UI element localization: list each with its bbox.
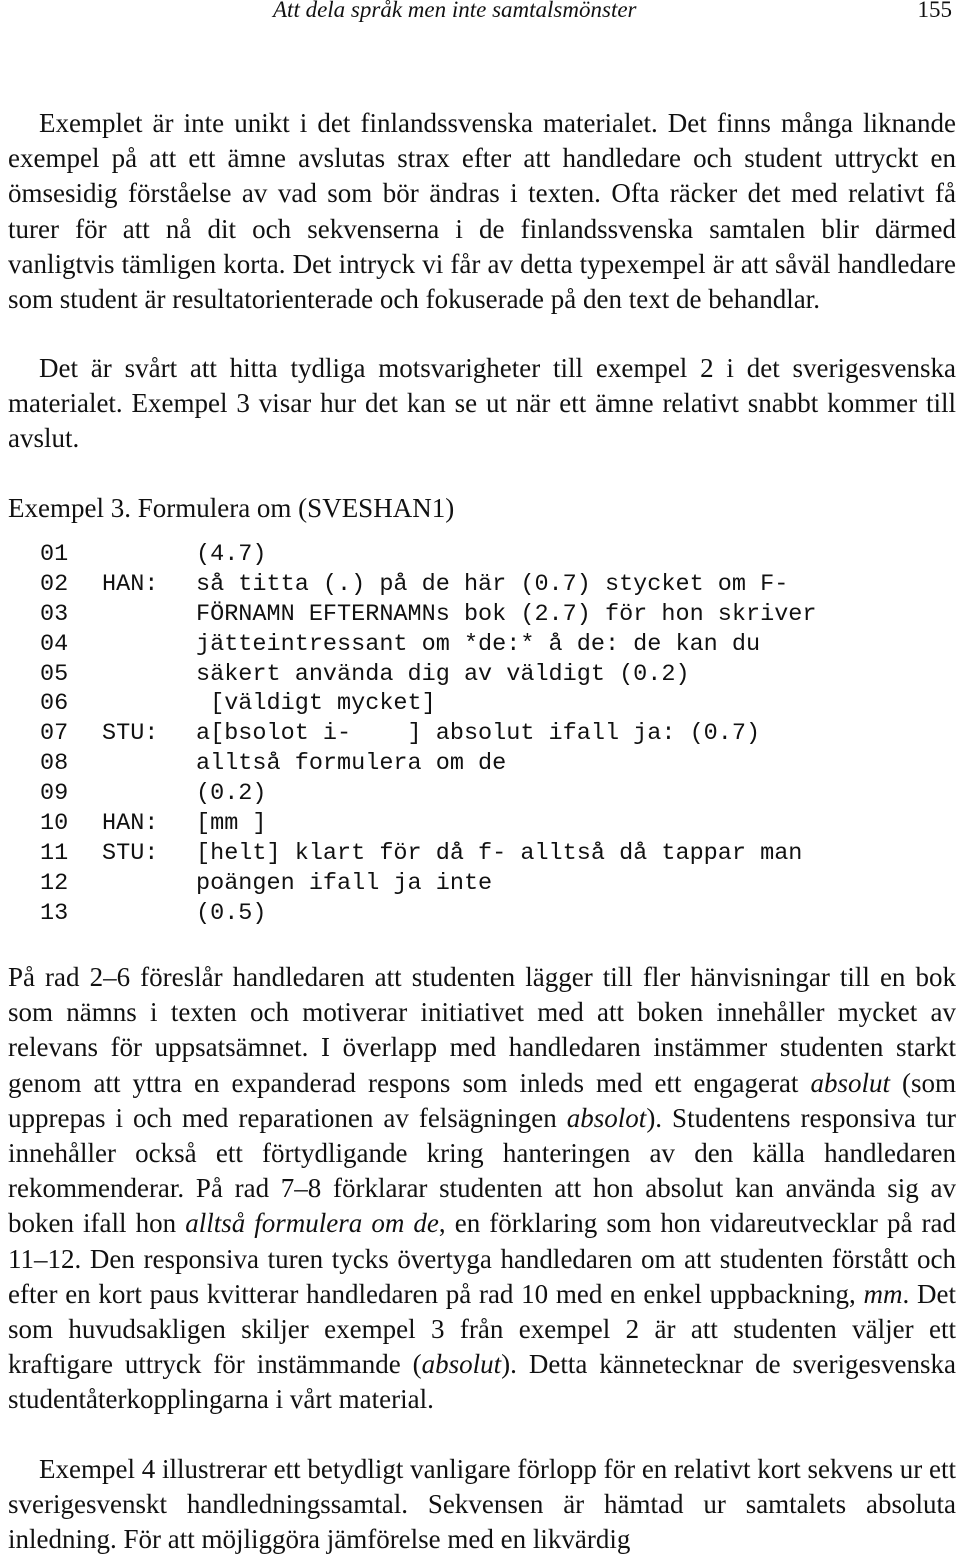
- paragraph-analysis: [8, 960, 956, 1418]
- utterance: så titta (.) på de här (0.7) stycket om F-: [196, 570, 789, 598]
- line-number: 08: [40, 750, 69, 778]
- line-number: 01: [40, 541, 69, 568]
- line-number: 02: [40, 570, 69, 598]
- line-number: 03: [40, 600, 69, 628]
- analysis-italic: absolut: [810, 1067, 890, 1098]
- transcript-line: [40, 660, 940, 690]
- transcript-line: [40, 749, 940, 779]
- line-number: 04: [40, 630, 69, 658]
- analysis-italic: mm: [863, 1278, 903, 1309]
- speaker-label: HAN:: [102, 810, 159, 838]
- utterance: alltså formulera om de: [196, 750, 507, 778]
- transcript-line: [40, 600, 940, 630]
- running-head: Att dela språk men inte samtalsmönster: [273, 0, 637, 22]
- line-number: 13: [40, 899, 69, 927]
- utterance: (4.7): [196, 541, 267, 568]
- transcript-line: [40, 839, 940, 869]
- transcript-line: [40, 899, 940, 929]
- line-number: 06: [40, 690, 69, 718]
- transcript-line: [40, 540, 940, 570]
- utterance: [väldigt mycket]: [196, 690, 436, 718]
- speaker-label: STU:: [102, 839, 159, 867]
- transcript: [40, 540, 940, 929]
- line-number: 05: [40, 660, 69, 688]
- line-number: 12: [40, 869, 69, 897]
- transcript-line: [40, 719, 940, 749]
- analysis-text: , en förklaring som hon vidareutvecklar på rad 11–12. Den responsiva turen tycks övertyga handledaren om att studenten förstått och efter en kort paus kvitterar handledaren på rad 10 med en enkel uppbackning,: [8, 1208, 956, 1309]
- analysis-text: ). Detta kännetecknar de sverigesvenska studentåterkopplingarna i vårt material.: [8, 1349, 956, 1415]
- utterance: poängen ifall ja inte: [196, 869, 493, 897]
- utterance: a[bsolot i- ] absolut ifall ja: (0.7): [196, 720, 761, 748]
- analysis-text: (som upprepas i och med reparationen av felsägningen: [8, 1067, 957, 1133]
- page-number: 155: [917, 0, 952, 22]
- paragraph-next-example: Exempel 4 illustrerar ett betydligt vanligare förlopp för en relativt kort sekvens ur ett sverigesvenskt handledningssamtal. Sekvensen är hämtad ur samtalets absoluta inledning. För att möjliggöra jämförelse med en likvärdig: [8, 1454, 956, 1555]
- utterance: [mm ]: [196, 810, 267, 838]
- analysis-italic: alltså formulera om de: [185, 1208, 439, 1239]
- speaker-label: STU:: [102, 720, 159, 748]
- analysis-italic: absolot: [566, 1102, 647, 1133]
- page-header: [0, 0, 960, 30]
- utterance: [helt] klart för då f- alltså då tappar man: [196, 839, 803, 867]
- example-heading: Exempel 3. Formulera om (SVESHAN1): [8, 493, 455, 523]
- analysis-text: ). Studentens responsiva tur innehåller också ett förtydligande kring hanteringen av den källa handledaren rekommenderar. På rad 7–8 förklarar studenten att hon absolut kan använda sig av boken ifall hon: [8, 1102, 957, 1239]
- paragraph-intro: Exemplet är inte unikt i det finlandssvenska materialet. Det finns många liknande exempel på att ett ämne avslutas strax efter att handledare och student uttryckt en ömsesidig förståelse av vad som bör ändras i texten. Ofta räcker det med relativt få turer för att nå dit och sekvenserna i de finlandssvenska samtalen blir därmed vanligtvis tämligen korta. Det intryck vi får av detta typexempel är att såväl handledare som student är resultatorienterade och fokuserade på den text de behandlar.: [8, 108, 956, 315]
- analysis-text: På rad 2–6 föreslår handledaren att studenten lägger till fler hänvisningar till en bok som nämns i texten och motiverar initiativet med att boken innehåller mycket av relevans för uppsatsämnet. I överlapp med handledaren instämmer studenten starkt genom att yttra en expanderad respons som inleds med ett engagerat: [8, 962, 956, 1098]
- paragraph-transition: Det är svårt att hitta tydliga motsvarigheter till exempel 2 i det sverigesvenska materialet. Exempel 3 visar hur det kan se ut när ett ämne relativt snabbt kommer till avslut.: [8, 353, 956, 454]
- utterance: säkert använda dig av väldigt (0.2): [196, 660, 690, 688]
- analysis-text: . Det som huvudsakligen skiljer exempel 3 från exempel 2 är att studenten väljer ett kraftigare uttryck för instämmande (: [8, 1278, 957, 1380]
- transcript-line: [40, 630, 940, 660]
- transcript-line: [40, 779, 940, 809]
- line-number: 10: [40, 810, 69, 838]
- transcript-line: [40, 689, 940, 719]
- transcript-line: [40, 809, 940, 839]
- utterance: (0.5): [196, 899, 267, 927]
- speaker-label: HAN:: [102, 570, 159, 598]
- utterance: jätteintressant om *de:* å de: de kan du: [196, 630, 761, 658]
- transcript-line: [40, 570, 940, 600]
- utterance: FÖRNAMN EFTERNAMNs bok (2.7) för hon skriver: [196, 600, 817, 628]
- analysis-italic: absolut: [421, 1349, 502, 1380]
- line-number: 09: [40, 780, 69, 808]
- line-number: 11: [40, 839, 69, 867]
- line-number: 07: [40, 720, 69, 748]
- utterance: (0.2): [196, 780, 267, 808]
- transcript-line: [40, 869, 940, 899]
